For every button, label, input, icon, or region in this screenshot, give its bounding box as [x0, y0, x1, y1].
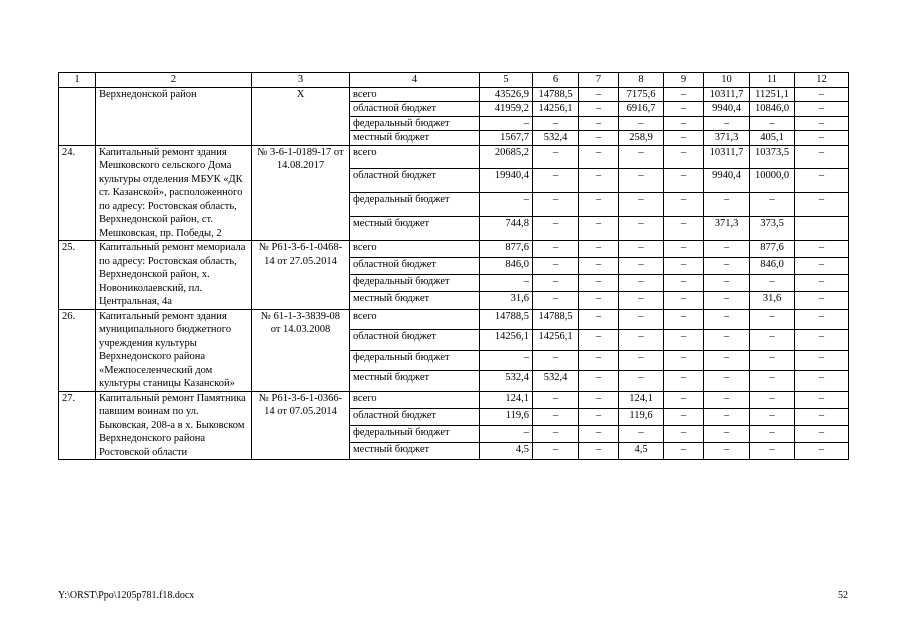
amount-cell: 124,1 — [480, 391, 533, 408]
amount-cell: – — [795, 425, 849, 442]
amount-cell: – — [579, 145, 619, 169]
funding-source-cell: областной бюджет — [350, 258, 480, 275]
funding-source-cell: всего — [350, 309, 480, 330]
funding-source-cell: местный бюджет — [350, 442, 480, 459]
amount-cell: – — [480, 116, 533, 131]
amount-cell: – — [579, 241, 619, 258]
funding-source-cell: всего — [350, 87, 480, 102]
amount-cell: – — [664, 258, 704, 275]
amount-cell: – — [795, 193, 849, 217]
column-number-header: 1 — [59, 73, 96, 88]
amount-cell: – — [579, 350, 619, 371]
amount-cell: – — [619, 350, 664, 371]
amount-cell: – — [619, 116, 664, 131]
amount-cell: – — [619, 241, 664, 258]
amount-cell: 14788,5 — [533, 309, 579, 330]
amount-cell: – — [704, 425, 750, 442]
amount-cell: – — [750, 391, 795, 408]
amount-cell: – — [579, 102, 619, 117]
amount-cell: – — [704, 330, 750, 351]
amount-cell: – — [750, 309, 795, 330]
amount-cell: 532,4 — [533, 131, 579, 146]
amount-cell: 877,6 — [750, 241, 795, 258]
amount-cell: – — [795, 330, 849, 351]
amount-cell: – — [664, 102, 704, 117]
column-number-header: 9 — [664, 73, 704, 88]
amount-cell: – — [664, 391, 704, 408]
amount-cell: – — [533, 425, 579, 442]
amount-cell: 10311,7 — [704, 87, 750, 102]
amount-cell: – — [750, 442, 795, 459]
amount-cell: 19940,4 — [480, 169, 533, 193]
amount-cell: 41959,2 — [480, 102, 533, 117]
amount-cell: – — [619, 371, 664, 392]
page-number: 52 — [838, 590, 848, 601]
amount-cell: – — [664, 408, 704, 425]
amount-cell: – — [579, 425, 619, 442]
object-name-cell: Капитальный ремонт здания Мешковского сельского Дома культуры отделения МБУК «ДК ст. Казанской», расположенного по адресу: Ростовская область, Верхнедонской район, ст. Мешковская, пр. Победы, 2 — [96, 145, 252, 241]
funding-source-cell: федеральный бюджет — [350, 350, 480, 371]
amount-cell: – — [480, 275, 533, 292]
amount-cell: – — [664, 217, 704, 241]
amount-cell: – — [750, 408, 795, 425]
amount-cell: – — [579, 87, 619, 102]
column-number-header: 5 — [480, 73, 533, 88]
amount-cell: – — [664, 169, 704, 193]
amount-cell: 10000,0 — [750, 169, 795, 193]
amount-cell: – — [704, 309, 750, 330]
amount-cell: – — [480, 193, 533, 217]
amount-cell: – — [579, 371, 619, 392]
amount-cell: – — [579, 258, 619, 275]
amount-cell: – — [704, 258, 750, 275]
amount-cell: – — [664, 292, 704, 309]
amount-cell: – — [579, 275, 619, 292]
amount-cell: – — [795, 391, 849, 408]
table-row — [59, 145, 849, 169]
amount-cell: – — [619, 309, 664, 330]
funding-source-cell: всего — [350, 241, 480, 258]
funding-source-cell: местный бюджет — [350, 131, 480, 146]
amount-cell: 119,6 — [619, 408, 664, 425]
column-number-header: 10 — [704, 73, 750, 88]
amount-cell: – — [533, 217, 579, 241]
amount-cell: 744,8 — [480, 217, 533, 241]
amount-cell: 258,9 — [619, 131, 664, 146]
amount-cell: – — [704, 193, 750, 217]
amount-cell: 14788,5 — [533, 87, 579, 102]
amount-cell: – — [619, 292, 664, 309]
amount-cell: 532,4 — [480, 371, 533, 392]
amount-cell: – — [533, 442, 579, 459]
funding-source-cell: областной бюджет — [350, 102, 480, 117]
amount-cell: – — [579, 391, 619, 408]
amount-cell: – — [750, 350, 795, 371]
funding-source-cell: местный бюджет — [350, 371, 480, 392]
amount-cell: – — [619, 169, 664, 193]
table-row — [59, 87, 849, 102]
row-number-cell — [59, 87, 96, 145]
amount-cell: – — [750, 116, 795, 131]
amount-cell: – — [533, 169, 579, 193]
amount-cell: 14256,1 — [533, 330, 579, 351]
amount-cell: – — [533, 350, 579, 371]
amount-cell: – — [619, 258, 664, 275]
amount-cell: – — [704, 408, 750, 425]
amount-cell: – — [619, 217, 664, 241]
amount-cell: – — [704, 292, 750, 309]
amount-cell: 371,3 — [704, 217, 750, 241]
column-number-header: 8 — [619, 73, 664, 88]
amount-cell: – — [480, 425, 533, 442]
amount-cell: – — [664, 241, 704, 258]
amount-cell: – — [533, 241, 579, 258]
amount-cell: – — [795, 350, 849, 371]
column-number-header: 11 — [750, 73, 795, 88]
amount-cell: – — [664, 442, 704, 459]
funding-source-cell: областной бюджет — [350, 169, 480, 193]
amount-cell: – — [664, 309, 704, 330]
funding-source-cell: всего — [350, 391, 480, 408]
amount-cell: – — [795, 258, 849, 275]
amount-cell: – — [795, 275, 849, 292]
document-number-cell: Х — [252, 87, 350, 145]
column-number-header: 7 — [579, 73, 619, 88]
amount-cell: – — [664, 425, 704, 442]
amount-cell — [795, 217, 849, 241]
amount-cell: – — [619, 330, 664, 351]
table-row — [59, 241, 849, 258]
amount-cell: 877,6 — [480, 241, 533, 258]
file-path: Y:\ORST\Ppo\1205p781.f18.docx — [58, 590, 195, 601]
amount-cell: 14256,1 — [480, 330, 533, 351]
amount-cell: – — [704, 241, 750, 258]
object-name-cell: Капитальный ремонт Памятника павшим воинам по ул. Быковская, 208-а в х. Быковском Верхнедонского района Ростовской области — [96, 391, 252, 460]
amount-cell: 846,0 — [750, 258, 795, 275]
amount-cell: 14788,5 — [480, 309, 533, 330]
amount-cell: – — [750, 193, 795, 217]
amount-cell: – — [619, 193, 664, 217]
amount-cell: – — [750, 275, 795, 292]
amount-cell: 1567,7 — [480, 131, 533, 146]
amount-cell: 532,4 — [533, 371, 579, 392]
amount-cell: – — [795, 371, 849, 392]
amount-cell: – — [533, 145, 579, 169]
amount-cell: 119,6 — [480, 408, 533, 425]
row-number-cell: 27. — [59, 391, 96, 460]
amount-cell: 405,1 — [750, 131, 795, 146]
amount-cell: 31,6 — [750, 292, 795, 309]
document-number-cell: № 3-6-1-0189-17 от 14.08.2017 — [252, 145, 350, 241]
row-number-cell: 26. — [59, 309, 96, 391]
object-name-cell: Верхнедонской район — [96, 87, 252, 145]
amount-cell: – — [795, 87, 849, 102]
amount-cell: 9940,4 — [704, 169, 750, 193]
funding-source-cell: федеральный бюджет — [350, 116, 480, 131]
amount-cell: 4,5 — [619, 442, 664, 459]
amount-cell: – — [619, 275, 664, 292]
amount-cell: – — [704, 116, 750, 131]
funding-source-cell: федеральный бюджет — [350, 425, 480, 442]
amount-cell: – — [795, 169, 849, 193]
table-header-row — [59, 73, 849, 88]
amount-cell: 4,5 — [480, 442, 533, 459]
amount-cell: – — [795, 408, 849, 425]
amount-cell: – — [750, 371, 795, 392]
amount-cell: – — [533, 292, 579, 309]
column-number-header: 12 — [795, 73, 849, 88]
amount-cell: 43526,9 — [480, 87, 533, 102]
amount-cell: – — [664, 350, 704, 371]
amount-cell: 11251,1 — [750, 87, 795, 102]
column-number-header: 4 — [350, 73, 480, 88]
row-number-cell: 24. — [59, 145, 96, 241]
amount-cell: – — [664, 330, 704, 351]
funding-source-cell: местный бюджет — [350, 217, 480, 241]
funding-source-cell: федеральный бюджет — [350, 193, 480, 217]
amount-cell: – — [579, 169, 619, 193]
amount-cell: – — [533, 258, 579, 275]
amount-cell: – — [795, 442, 849, 459]
amount-cell: – — [533, 193, 579, 217]
amount-cell: – — [795, 309, 849, 330]
column-number-header: 2 — [96, 73, 252, 88]
funding-source-cell: местный бюджет — [350, 292, 480, 309]
amount-cell: – — [579, 292, 619, 309]
amount-cell: – — [480, 350, 533, 371]
amount-cell: – — [704, 350, 750, 371]
amount-cell: – — [704, 371, 750, 392]
funding-source-cell: областной бюджет — [350, 330, 480, 351]
amount-cell: – — [579, 193, 619, 217]
amount-cell: 14256,1 — [533, 102, 579, 117]
amount-cell: – — [664, 145, 704, 169]
column-number-header: 3 — [252, 73, 350, 88]
amount-cell: – — [533, 408, 579, 425]
amount-cell: 373,5 — [750, 217, 795, 241]
amount-cell: – — [664, 275, 704, 292]
amount-cell: – — [664, 87, 704, 102]
amount-cell: – — [619, 145, 664, 169]
amount-cell: – — [579, 408, 619, 425]
funding-source-cell: областной бюджет — [350, 408, 480, 425]
amount-cell: – — [664, 371, 704, 392]
object-name-cell: Капитальный ремонт здания муниципального бюджетного учреждения культуры Верхнедонского района «Межпоселенческий дом культуры станицы Казанской» — [96, 309, 252, 391]
document-number-cell: № Р61-3-6-1-0468-14 от 27.05.2014 — [252, 241, 350, 310]
amount-cell: 124,1 — [619, 391, 664, 408]
amount-cell: – — [704, 391, 750, 408]
amount-cell: 10373,5 — [750, 145, 795, 169]
amount-cell: 31,6 — [480, 292, 533, 309]
amount-cell: – — [579, 442, 619, 459]
amount-cell: – — [579, 217, 619, 241]
amount-cell: – — [664, 116, 704, 131]
row-number-cell: 25. — [59, 241, 96, 310]
table-row — [59, 391, 849, 408]
amount-cell: 846,0 — [480, 258, 533, 275]
amount-cell: – — [664, 193, 704, 217]
funding-source-cell: всего — [350, 145, 480, 169]
amount-cell: 7175,6 — [619, 87, 664, 102]
amount-cell: – — [795, 131, 849, 146]
amount-cell: – — [750, 425, 795, 442]
funding-source-cell: федеральный бюджет — [350, 275, 480, 292]
amount-cell: 371,3 — [704, 131, 750, 146]
amount-cell: 9940,4 — [704, 102, 750, 117]
amount-cell: – — [619, 425, 664, 442]
amount-cell: – — [795, 241, 849, 258]
amount-cell: – — [533, 116, 579, 131]
column-number-header: 6 — [533, 73, 579, 88]
amount-cell: – — [795, 102, 849, 117]
amount-cell: 20685,2 — [480, 145, 533, 169]
amount-cell: – — [704, 442, 750, 459]
amount-cell: – — [579, 116, 619, 131]
amount-cell: – — [579, 330, 619, 351]
amount-cell: – — [533, 391, 579, 408]
object-name-cell: Капитальный ремонт мемориала по адресу: Ростовская область, Верхнедонской район, х. Новониколаевский, пл. Центральная, 4а — [96, 241, 252, 310]
amount-cell: – — [795, 116, 849, 131]
amount-cell: – — [579, 131, 619, 146]
amount-cell: – — [664, 131, 704, 146]
budget-table — [58, 72, 849, 460]
document-number-cell: № 61-1-3-3839-08 от 14.03.2008 — [252, 309, 350, 391]
amount-cell: – — [533, 275, 579, 292]
amount-cell: – — [750, 330, 795, 351]
document-number-cell: № Р61-3-6-1-0366-14 от 07.05.2014 — [252, 391, 350, 460]
table-row — [59, 309, 849, 330]
amount-cell: 6916,7 — [619, 102, 664, 117]
amount-cell: 10311,7 — [704, 145, 750, 169]
amount-cell: – — [579, 309, 619, 330]
amount-cell: – — [795, 145, 849, 169]
amount-cell: 10846,0 — [750, 102, 795, 117]
amount-cell: – — [795, 292, 849, 309]
amount-cell: – — [704, 275, 750, 292]
